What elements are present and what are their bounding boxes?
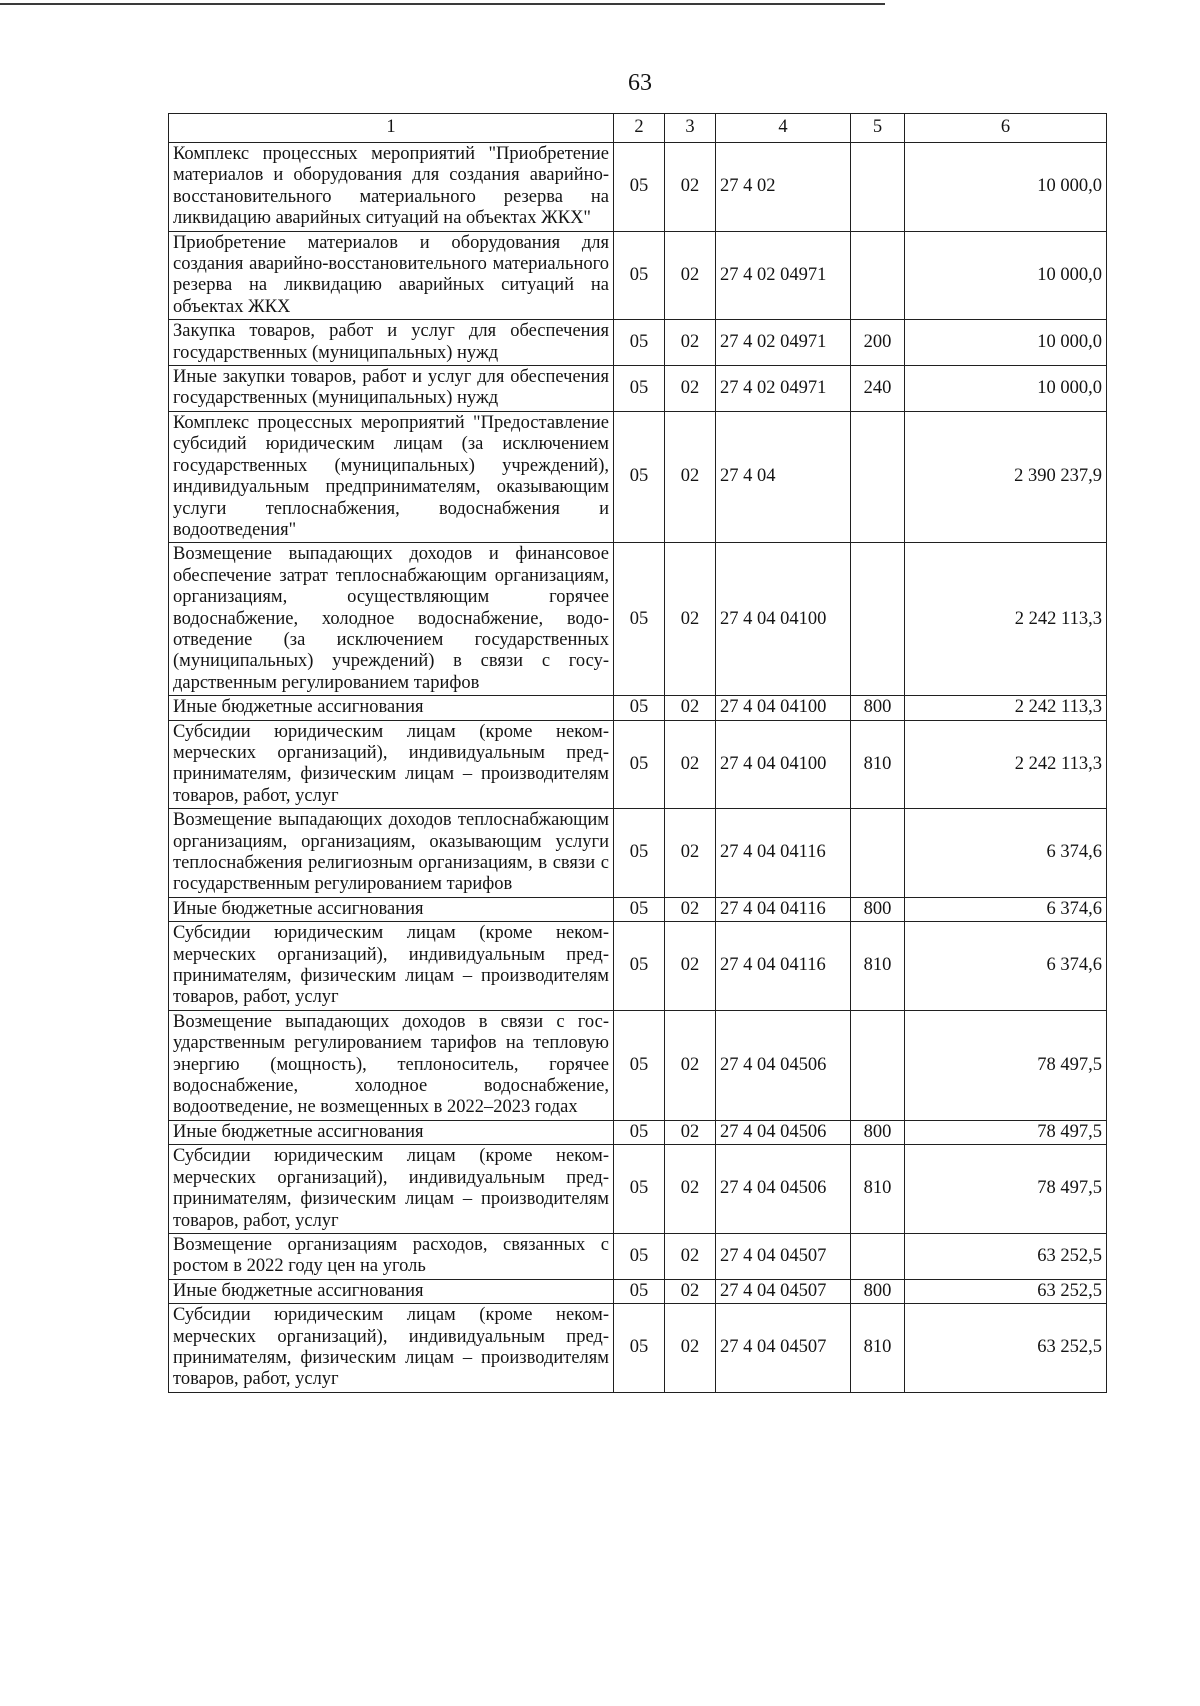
table-row xyxy=(169,411,1107,542)
row-subsection: 02 xyxy=(665,720,716,809)
row-section: 05 xyxy=(614,1010,665,1120)
row-description: Субсидии юридическим лицам (кроме некоммерческих организаций), индивидуальным предпринимателям, физическим лицам – производителям товаров, работ, услуг xyxy=(169,1145,614,1234)
row-amount: 10 000,0 xyxy=(905,143,1107,232)
row-section: 05 xyxy=(614,231,665,320)
row-expense-type: 800 xyxy=(851,696,905,720)
row-target-article: 27 4 04 04507 xyxy=(716,1279,851,1303)
table-row xyxy=(169,1145,1107,1234)
row-subsection: 02 xyxy=(665,1120,716,1144)
row-description: Субсидии юридическим лицам (кроме некоммерческих организаций), индивидуальным предпринимателям, физическим лицам – производителям товаров, работ, услуг xyxy=(169,922,614,1011)
header-row xyxy=(169,114,1107,143)
row-subsection: 02 xyxy=(665,1233,716,1279)
row-subsection: 02 xyxy=(665,1010,716,1120)
row-expense-type: 800 xyxy=(851,1120,905,1144)
row-section: 05 xyxy=(614,1120,665,1144)
row-amount: 6 374,6 xyxy=(905,809,1107,898)
row-description: Комплекс процессных мероприятий "Приобретение материалов и оборудования для создания аварийно-восстановительного материального резерва на ликвидацию аварийных ситуаций на объектах ЖКХ" xyxy=(169,143,614,232)
header-col-5: 5 xyxy=(851,114,905,143)
row-target-article: 27 4 02 04971 xyxy=(716,231,851,320)
row-amount: 2 242 113,3 xyxy=(905,720,1107,809)
row-section: 05 xyxy=(614,897,665,921)
row-target-article: 27 4 04 xyxy=(716,411,851,542)
row-description: Иные бюджетные ассигнования xyxy=(169,696,614,720)
row-target-article: 27 4 04 04506 xyxy=(716,1010,851,1120)
row-target-article: 27 4 04 04100 xyxy=(716,696,851,720)
row-expense-type: 240 xyxy=(851,366,905,412)
row-amount: 10 000,0 xyxy=(905,366,1107,412)
row-amount: 10 000,0 xyxy=(905,320,1107,366)
row-target-article: 27 4 04 04506 xyxy=(716,1120,851,1144)
table-row xyxy=(169,1304,1107,1393)
row-target-article: 27 4 04 04506 xyxy=(716,1145,851,1234)
row-target-article: 27 4 04 04507 xyxy=(716,1233,851,1279)
row-amount: 78 497,5 xyxy=(905,1145,1107,1234)
header-col-1: 1 xyxy=(169,114,614,143)
row-description: Закупка товаров, работ и услуг для обеспечения государственных (муниципальных) нужд xyxy=(169,320,614,366)
row-expense-type: 200 xyxy=(851,320,905,366)
row-target-article: 27 4 02 04971 xyxy=(716,366,851,412)
row-expense-type xyxy=(851,231,905,320)
table-row xyxy=(169,1120,1107,1144)
row-target-article: 27 4 04 04507 xyxy=(716,1304,851,1393)
row-amount: 78 497,5 xyxy=(905,1010,1107,1120)
table-row xyxy=(169,143,1107,232)
row-expense-type: 810 xyxy=(851,922,905,1011)
row-section: 05 xyxy=(614,1233,665,1279)
row-expense-type: 810 xyxy=(851,720,905,809)
row-expense-type xyxy=(851,809,905,898)
row-target-article: 27 4 04 04116 xyxy=(716,809,851,898)
row-amount: 2 242 113,3 xyxy=(905,543,1107,696)
page-number: 63 xyxy=(628,70,652,96)
row-section: 05 xyxy=(614,809,665,898)
row-subsection: 02 xyxy=(665,1279,716,1303)
table-row xyxy=(169,897,1107,921)
row-section: 05 xyxy=(614,411,665,542)
row-description: Субсидии юридическим лицам (кроме некоммерческих организаций), индивидуальным предпринимателям, физическим лицам – производителям товаров, работ, услуг xyxy=(169,720,614,809)
row-description: Возмещение выпадающих доходов в связи с государственным регулированием тарифов на тепловую энергию (мощность), теплоноситель, горячее водоснабжение, холодное водоснабжение, водоотведение, не возмещенных в 2022–2023 годах xyxy=(169,1010,614,1120)
row-subsection: 02 xyxy=(665,320,716,366)
row-section: 05 xyxy=(614,366,665,412)
row-subsection: 02 xyxy=(665,411,716,542)
row-amount: 63 252,5 xyxy=(905,1304,1107,1393)
row-target-article: 27 4 04 04100 xyxy=(716,543,851,696)
row-description: Комплекс процессных мероприятий "Предоставление субсидий юридическим лицам (за исключением государственных (муниципальных) учреждений), индивидуальным предпринимателям, оказывающим услуги теплоснабжения, водоснабжения и водоотведения" xyxy=(169,411,614,542)
table-row xyxy=(169,720,1107,809)
row-amount: 2 390 237,9 xyxy=(905,411,1107,542)
row-description: Иные закупки товаров, работ и услуг для обеспечения государственных (муниципальных) нужд xyxy=(169,366,614,412)
table-row xyxy=(169,1279,1107,1303)
row-section: 05 xyxy=(614,696,665,720)
budget-table xyxy=(168,113,1107,1393)
row-subsection: 02 xyxy=(665,1304,716,1393)
row-target-article: 27 4 04 04116 xyxy=(716,922,851,1011)
row-description: Возмещение выпадающих доходов и финансовое обеспечение затрат теплоснабжающим организациям, организациям, осуществляющим горячее водоснабжение, холодное водоснабжение, водоотведение (за исключением государственных (муниципальных) учреждений) в связи с государственным регулированием тарифов xyxy=(169,543,614,696)
top-rule xyxy=(0,3,885,5)
header-col-3: 3 xyxy=(665,114,716,143)
row-subsection: 02 xyxy=(665,231,716,320)
row-section: 05 xyxy=(614,1145,665,1234)
row-amount: 6 374,6 xyxy=(905,897,1107,921)
row-section: 05 xyxy=(614,543,665,696)
row-expense-type: 800 xyxy=(851,897,905,921)
header-col-6: 6 xyxy=(905,114,1107,143)
table-row xyxy=(169,366,1107,412)
row-section: 05 xyxy=(614,1304,665,1393)
row-amount: 78 497,5 xyxy=(905,1120,1107,1144)
row-section: 05 xyxy=(614,143,665,232)
row-amount: 63 252,5 xyxy=(905,1233,1107,1279)
row-subsection: 02 xyxy=(665,366,716,412)
row-target-article: 27 4 04 04100 xyxy=(716,720,851,809)
row-subsection: 02 xyxy=(665,897,716,921)
row-expense-type: 810 xyxy=(851,1145,905,1234)
row-expense-type: 810 xyxy=(851,1304,905,1393)
row-amount: 10 000,0 xyxy=(905,231,1107,320)
table-row xyxy=(169,543,1107,696)
table-row xyxy=(169,1010,1107,1120)
row-subsection: 02 xyxy=(665,922,716,1011)
table-row xyxy=(169,231,1107,320)
row-subsection: 02 xyxy=(665,143,716,232)
row-expense-type xyxy=(851,143,905,232)
row-amount: 2 242 113,3 xyxy=(905,696,1107,720)
row-description: Иные бюджетные ассигнования xyxy=(169,1120,614,1144)
row-description: Приобретение материалов и оборудования для создания аварийно-восстановительного материального резерва на ликвидацию аварийных ситуаций на объектах ЖКХ xyxy=(169,231,614,320)
row-section: 05 xyxy=(614,922,665,1011)
row-expense-type: 800 xyxy=(851,1279,905,1303)
header-col-4: 4 xyxy=(716,114,851,143)
row-amount: 6 374,6 xyxy=(905,922,1107,1011)
header-col-2: 2 xyxy=(614,114,665,143)
row-section: 05 xyxy=(614,720,665,809)
table-row xyxy=(169,809,1107,898)
row-expense-type xyxy=(851,411,905,542)
row-description: Иные бюджетные ассигнования xyxy=(169,1279,614,1303)
table-row xyxy=(169,1233,1107,1279)
table-row xyxy=(169,696,1107,720)
row-section: 05 xyxy=(614,320,665,366)
table-row xyxy=(169,320,1107,366)
row-section: 05 xyxy=(614,1279,665,1303)
table-body xyxy=(169,143,1107,1393)
row-subsection: 02 xyxy=(665,543,716,696)
row-expense-type xyxy=(851,1233,905,1279)
row-target-article: 27 4 02 xyxy=(716,143,851,232)
row-target-article: 27 4 02 04971 xyxy=(716,320,851,366)
row-expense-type xyxy=(851,1010,905,1120)
row-description: Субсидии юридическим лицам (кроме некоммерческих организаций), индивидуальным предпринимателям, физическим лицам – производителям товаров, работ, услуг xyxy=(169,1304,614,1393)
row-expense-type xyxy=(851,543,905,696)
row-description: Иные бюджетные ассигнования xyxy=(169,897,614,921)
table-row xyxy=(169,922,1107,1011)
row-amount: 63 252,5 xyxy=(905,1279,1107,1303)
row-description: Возмещение организациям расходов, связанных с ростом в 2022 году цен на уголь xyxy=(169,1233,614,1279)
row-subsection: 02 xyxy=(665,1145,716,1234)
row-subsection: 02 xyxy=(665,809,716,898)
row-subsection: 02 xyxy=(665,696,716,720)
row-target-article: 27 4 04 04116 xyxy=(716,897,851,921)
row-description: Возмещение выпадающих доходов теплоснабжающим организациям, организациям, оказывающим услуги теплоснабжения религиозным организациям, в связи с государственным регулированием тарифов xyxy=(169,809,614,898)
